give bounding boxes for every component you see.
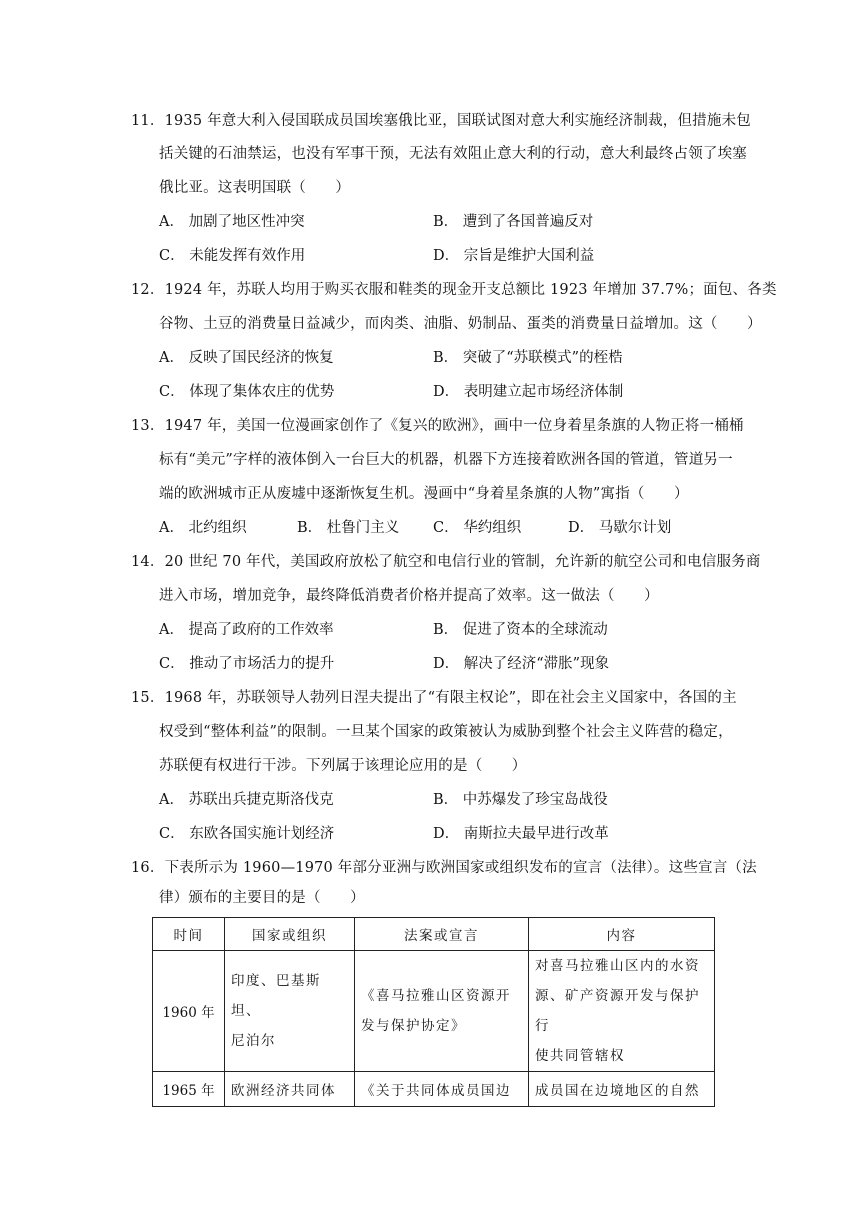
cell-time: 1965 年 xyxy=(153,1072,225,1107)
cell-org: 印度、巴基斯坦、 尼泊尔 xyxy=(225,951,355,1072)
declarations-table xyxy=(152,917,715,1107)
question-12-option-b: B． 突破了“苏联模式”的桎梏 xyxy=(433,350,623,366)
question-14-option-d: D． 解决了经济“滞胀”现象 xyxy=(433,656,610,672)
question-14-option-c: C． 推动了市场活力的提升 xyxy=(159,656,335,672)
question-13-line-2: 标有“美元”字样的液体倒入一台巨大的机器，机器下方连接着欧洲各国的管道，管道另一 xyxy=(159,452,733,468)
question-16-line-1: 16．下表所示为 1960—1970 年部分亚洲与欧洲国家或组织发布的宣言（法律）。这些宣言（法 xyxy=(131,860,757,876)
question-15-option-b: B． 中苏爆发了珍宝岛战役 xyxy=(433,792,608,808)
question-13-line-1: 13．1947 年，美国一位漫画家创作了《复兴的欧洲》，画中一位身着星条旗的人物正将一桶桶 xyxy=(131,418,744,434)
table-row xyxy=(153,951,715,1072)
header-content: 内容 xyxy=(529,918,715,951)
question-15-line-1: 15．1968 年，苏联领导人勃列日涅夫提出了“有限主权论”，即在社会主义国家中，各国的主 xyxy=(131,690,737,706)
header-country-or-org: 国家或组织 xyxy=(225,918,355,951)
question-13-option-d: D． 马歇尔计划 xyxy=(568,520,672,536)
cell-law: 《喜马拉雅山区资源开 发与保护协定》 xyxy=(355,951,529,1072)
question-15-option-d: D． 南斯拉夫最早进行改革 xyxy=(433,826,609,842)
question-13-option-c: C． 华约组织 xyxy=(433,520,522,536)
question-12-line-2: 谷物、土豆的消费量日益减少，而肉类、油脂、奶制品、蛋类的消费量日益增加。这（ ） xyxy=(159,316,762,332)
question-12-option-c: C． 体现了集体农庄的优势 xyxy=(159,384,335,400)
question-14-option-b: B． 促进了资本的全球流动 xyxy=(433,622,608,638)
question-14-line-2: 进入市场，增加竞争，最终降低消费者价格并提高了效率。这一做法（ ） xyxy=(159,588,659,604)
question-16-line-2: 律）颁布的主要目的是（ ） xyxy=(159,890,365,906)
cell-content: 成员国在边境地区的自然 xyxy=(529,1072,715,1107)
question-13-line-3: 端的欧洲城市正从废墟中逐渐恢复生机。漫画中“身着星条旗的人物”寓指（ ） xyxy=(159,486,689,502)
question-11-line-1: 11．1935 年意大利入侵国联成员国埃塞俄比亚，国联试图对意大利实施经济制裁，但措施未包 xyxy=(131,113,751,129)
cell-content: 对喜马拉雅山区内的水资 源、矿产资源开发与保护行 使共同管辖权 xyxy=(529,951,715,1072)
question-15-line-3: 苏联便有权进行干涉。下列属于该理论应用的是（ ） xyxy=(159,758,527,774)
question-15-option-c: C． 东欧各国实施计划经济 xyxy=(159,826,335,842)
question-12-line-1: 12．1924 年，苏联人均用于购买衣服和鞋类的现金开支总额比 1923 年增加 37.7%；面包、各类 xyxy=(131,282,777,298)
table-row xyxy=(153,1072,715,1107)
question-14-line-1: 14．20 世纪 70 年代，美国政府放松了航空和电信行业的管制，允许新的航空公司和电信服务商 xyxy=(131,554,761,570)
table-header-row xyxy=(153,918,715,951)
cell-org: 欧洲经济共同体 xyxy=(225,1072,355,1107)
question-11-option-c: C． 未能发挥有效作用 xyxy=(159,248,306,264)
question-12-option-a: A． 反映了国民经济的恢复 xyxy=(159,350,334,366)
cell-time: 1960 年 xyxy=(153,951,225,1072)
question-11-line-2: 括关键的石油禁运，也没有军事干预，无法有效阻止意大利的行动，意大利最终占领了埃塞 xyxy=(159,146,747,162)
question-11-option-d: D． 宗旨是维护大国利益 xyxy=(433,248,595,264)
cell-law: 《关于共同体成员国边 xyxy=(355,1072,529,1107)
question-11-option-a: A． 加剧了地区性冲突 xyxy=(159,214,305,230)
question-15-option-a: A． 苏联出兵捷克斯洛伐克 xyxy=(159,792,334,808)
question-15-line-2: 权受到“整体利益”的限制。一旦某个国家的政策被认为威胁到整个社会主义阵营的稳定， xyxy=(159,724,733,740)
header-time: 时间 xyxy=(153,918,225,951)
question-11-option-b: B． 遭到了各国普遍反对 xyxy=(433,214,594,230)
header-law-or-declaration: 法案或宣言 xyxy=(355,918,529,951)
question-13-option-b: B． 杜鲁门主义 xyxy=(297,520,400,536)
question-13-option-a: A． 北约组织 xyxy=(159,520,247,536)
question-11-line-3: 俄比亚。这表明国联（ ） xyxy=(159,180,351,196)
question-12-option-d: D． 表明建立起市场经济体制 xyxy=(433,384,624,400)
question-14-option-a: A． 提高了政府的工作效率 xyxy=(159,622,334,638)
